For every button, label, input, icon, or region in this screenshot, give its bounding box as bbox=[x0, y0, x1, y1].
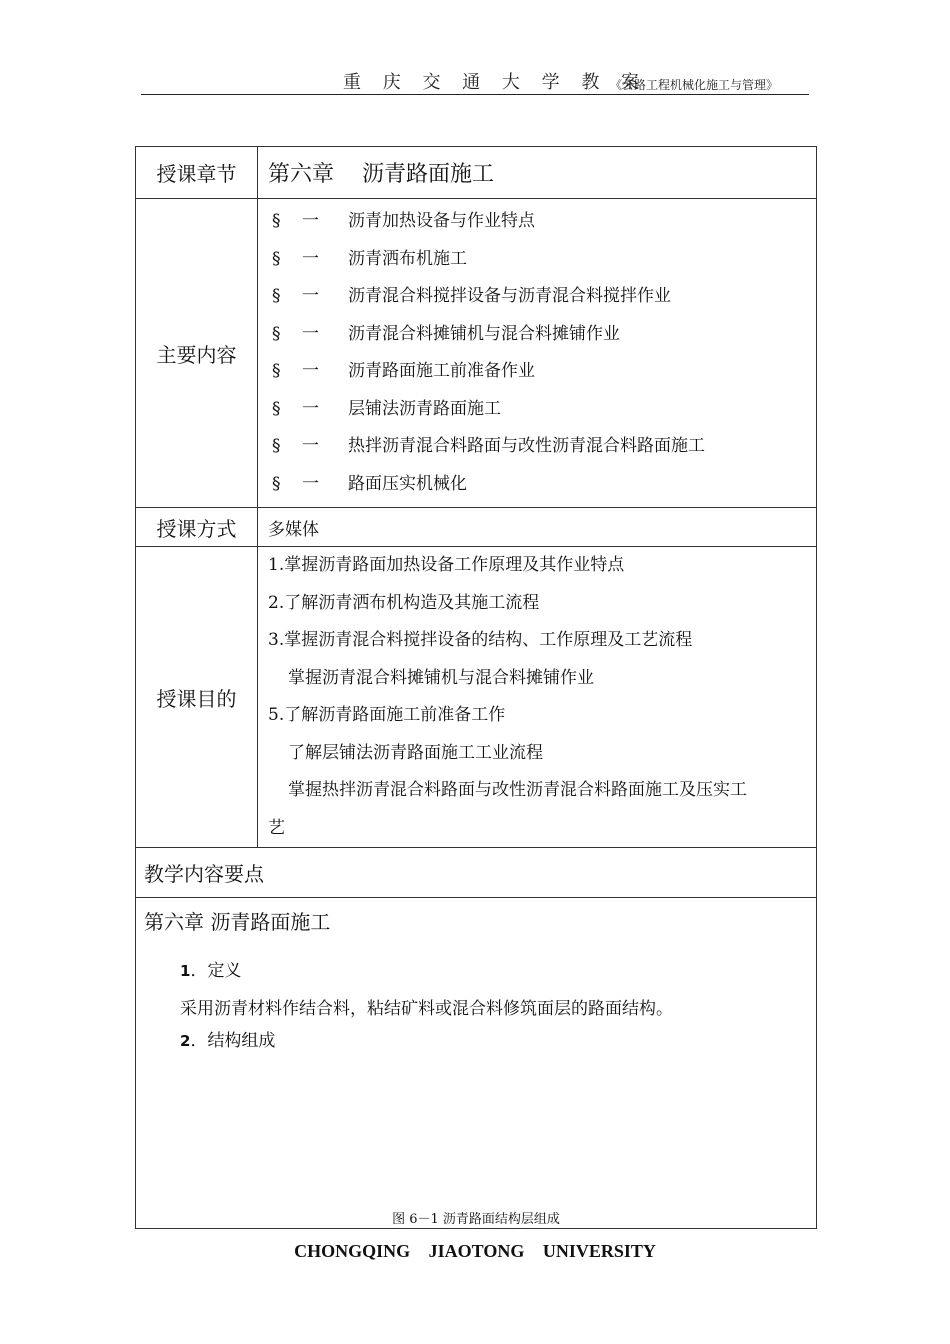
goal-item: 掌握沥青混合料摊铺机与混合料摊铺作业 bbox=[288, 667, 594, 688]
key-points-label: 教学内容要点 bbox=[136, 848, 817, 898]
course-name: 《公路工程机械化施工与管理》 bbox=[610, 78, 779, 92]
chapter-row bbox=[136, 147, 817, 199]
body-row bbox=[136, 898, 817, 1229]
goal-item: 1.掌握沥青路面加热设备工作原理及其作业特点 bbox=[268, 555, 625, 575]
footer-university: CHONGQING JIAOTONG UNIVERSITY bbox=[294, 1241, 656, 1261]
method-label: 授课方式 bbox=[136, 508, 258, 547]
chapter-number: 第六章 bbox=[268, 162, 335, 187]
content-row bbox=[136, 199, 817, 508]
goal-item: 3.掌握沥青混合料搅拌设备的结构、工作原理及工艺流程 bbox=[268, 630, 693, 650]
goal-item: 5.了解沥青路面施工前准备工作 bbox=[268, 705, 506, 725]
key-points-row bbox=[136, 848, 817, 898]
header-rule bbox=[141, 94, 809, 95]
sections-list bbox=[258, 199, 817, 508]
document-header-title: 重 庆 交 通 大 学 教 案 bbox=[343, 72, 648, 93]
method-row bbox=[136, 508, 817, 547]
item-structure-heading: 2．结构组成 bbox=[180, 1031, 276, 1051]
goal-label: 授课目的 bbox=[136, 547, 258, 848]
section-item: § 一 沥青路面施工前准备作业 bbox=[272, 361, 535, 381]
section-item: § 一 沥青混合料摊铺机与混合料摊铺作业 bbox=[272, 323, 620, 344]
lesson-plan-table bbox=[135, 146, 817, 1229]
chapter-title: 沥青路面施工 bbox=[362, 162, 495, 187]
section-item: § 一 沥青混合料搅拌设备与沥青混合料搅拌作业 bbox=[272, 286, 671, 306]
section-item: § 一 沥青加热设备与作业特点 bbox=[272, 211, 535, 231]
goal-row bbox=[136, 547, 817, 848]
section-item: § 一 热拌沥青混合料路面与改性沥青混合料路面施工 bbox=[272, 436, 705, 456]
goal-item: 2.了解沥青洒布机构造及其施工流程 bbox=[268, 592, 540, 613]
content-label: 主要内容 bbox=[136, 199, 258, 508]
figure-caption: 图 6－1 沥青路面结构层组成 bbox=[392, 1212, 560, 1227]
goal-item: 掌握热拌沥青混合料路面与改性沥青混合料路面施工及压实工 bbox=[288, 780, 747, 800]
chapter-cell bbox=[258, 147, 817, 199]
goal-item: 艺 bbox=[268, 817, 285, 838]
goals-list bbox=[258, 547, 817, 848]
section-item: § 一 层铺法沥青路面施工 bbox=[272, 398, 501, 419]
chapter-label: 授课章节 bbox=[136, 147, 258, 199]
lesson-body bbox=[136, 898, 817, 1229]
method-value: 多媒体 bbox=[258, 508, 817, 547]
section-item: § 一 路面压实机械化 bbox=[272, 473, 467, 494]
body-chapter-heading: 第六章 沥青路面施工 bbox=[144, 910, 331, 934]
definition-text: 采用沥青材料作结合料，粘结矿料或混合料修筑面层的路面结构。 bbox=[180, 999, 673, 1019]
goal-item: 了解层铺法沥青路面施工工业流程 bbox=[288, 742, 543, 763]
item-definition-heading: 1．定义 bbox=[180, 961, 242, 981]
section-item: § 一 沥青洒布机施工 bbox=[272, 248, 467, 269]
